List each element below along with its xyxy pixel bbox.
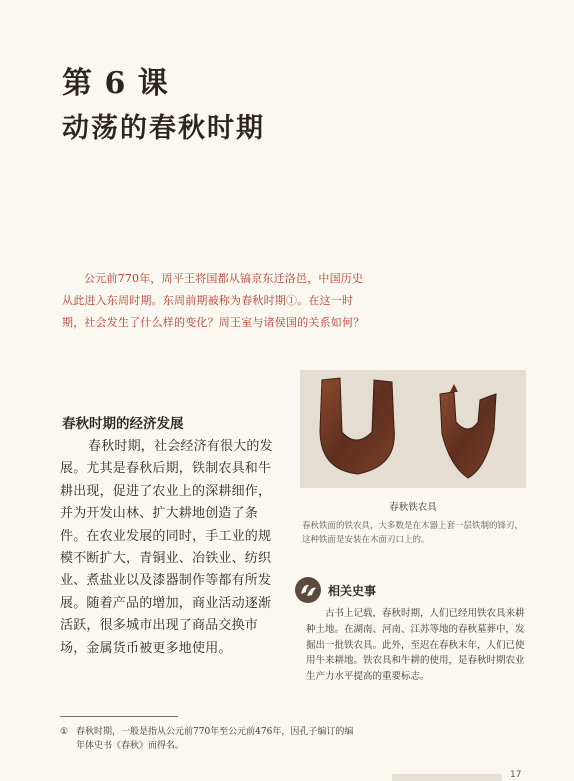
related-history-logo-icon [294,576,322,604]
section-body-text: 春秋时期，社会经济有很大的发展。尤其是春秋后期，铁制农具和牛耕出现，促进了农业上的深耕细作，并为开发山林、扩大耕地创造了条件。在农业发展的同时，手工业的规模不断扩大，青铜业、冶铁业、纺织业、煮盐业以及漆器制作等都有所发展。随着产品的增加，商业活动逐渐活跃，很多城市出现了商品交换市场，金属货币被更多地使用。 [60,439,273,656]
footnote-mark: ① [60,727,69,737]
related-history-paragraph: 古书上记载，春秋时期，人们已经用铁农具来耕种土地。在湖南、河南、江苏等地的春秋墓葬中，发掘出一批铁农具。此外，至迟在春秋末年，人们已使用牛来耕地。铁农具和牛耕的使用，是春秋时期农业生产力水平提高的重要标志。 [306,608,525,683]
footer-band [392,774,502,781]
iron-tools-image [300,370,526,488]
intro-paragraph [62,268,372,334]
page-number: 17 [510,770,522,780]
section-heading: 春秋时期的经济发展 [62,416,184,432]
footnote-text: 春秋时期，一般是指从公元前770年至公元前476年，因孔子编订的编年体史书《春秋》而得名。 [76,727,354,751]
related-history-header [294,576,376,604]
lesson-number: 第 6 课 [62,66,169,101]
related-history-box [290,570,538,716]
figure-caption: 春秋铁农具 [389,502,437,513]
section-body [60,436,282,660]
intro-text: 公元前770年，周平王将国都从镐京东迁洛邑，中国历史从此进入东周时期。东周前期被称为春秋时期①。在这一时期，社会发生了什么样的变化？周王室与诸侯国的关系如何？ [62,272,365,329]
page-footer [392,770,574,781]
iron-farm-tools-icon [300,370,526,488]
figure-note: 春秋铁面的铁农具，大多数是在木器上套一层铁制的锋刃，这种铁面是安装在木面刃口上的。 [302,521,524,545]
lesson-title: 动荡的春秋时期 [62,113,265,144]
related-history-title: 相关史事 [328,583,377,598]
footnote-divider [60,716,178,717]
related-history-text [306,606,528,685]
footnote [60,725,360,753]
